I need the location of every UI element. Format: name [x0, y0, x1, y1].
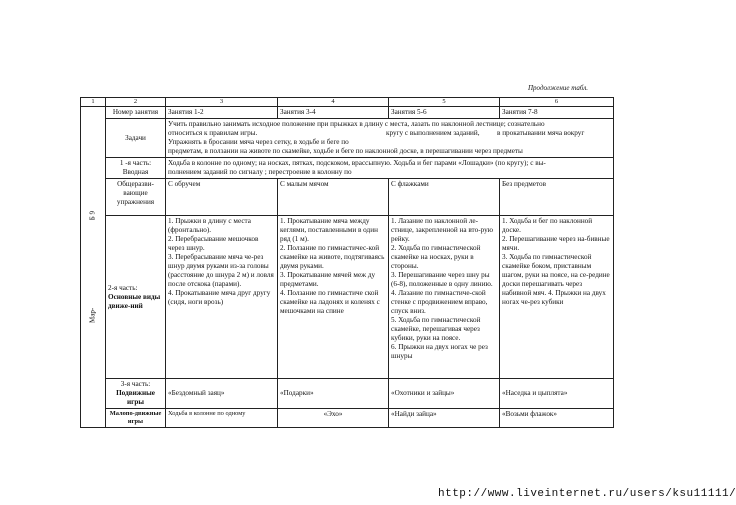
part1-row — [81, 158, 614, 179]
col-number: 3 — [166, 98, 278, 107]
general-exercises-label: Общеразви-вающие упражнения — [106, 179, 166, 216]
side-marks: Б 9 — [88, 211, 97, 221]
table-continuation-caption: Продолжение табл. — [528, 84, 589, 92]
col-number: 1 — [81, 98, 106, 107]
low-mobility-game: «Эхо» — [278, 409, 389, 428]
side-month-cell — [81, 107, 106, 428]
col-number: 5 — [389, 98, 500, 107]
main-movements-cell: 1. Прокатывание мяча между кеглями, поставленными в один ряд (1 м). 2. Ползание по гимнастичес-кой скамейке на животе, подтягиваясь двумя руками. 3. Прокатывание мячей меж ду предметами. 4. Ползание по гимнастиче ской скамейке на ладонях и коленях с мешочками на спине — [278, 216, 389, 379]
lesson-header: Занятия 5-6 — [389, 107, 500, 119]
general-exercise: С флажками — [389, 179, 500, 216]
tasks-text: Учить правильно занимать исходное положение при прыжках в длину с места, лазать по наклонной лестнице; сознательно относиться к правилам игры. кругу с выполнением заданий, в прокатывании мяча вокруг Упражнять в бросании мяча через сетку, в ходьбе и беге по предметам, в ползании на животе по скамейке, ходьбе и беге по наклонной доске, в перешагивании через предметы — [166, 119, 614, 158]
low-mobility-game: «Возьми флажок» — [500, 409, 614, 428]
main-movements-cell: 1. Лазание по наклонной ле-стнице, закрепленной на вто-рую рейку. 2. Ходьба по гимнастической скамейке на носках, руки в стороны. 3. Перешагивание через шну ры (6-8), положенные в одну линию. 4. Лазание по гимнастиче-ской стенке с продвижением вправо, спуск вниз. 5. Ходьба по гимнастической скамейке, перешагивая через кубики, руки на поясе. 6. Прыжки на двух ногах че рез шнуры — [389, 216, 500, 379]
outdoor-game: «Бездомный заяц» — [166, 379, 278, 409]
outdoor-game: «Наседка и цыплята» — [500, 379, 614, 409]
col-number: 4 — [278, 98, 389, 107]
lesson-header: Занятия 7-8 — [500, 107, 614, 119]
side-label: Мар- Б 9 — [88, 211, 97, 324]
outdoor-game: «Охотники и зайцы» — [389, 379, 500, 409]
lesson-plan-table — [80, 97, 614, 428]
low-mobility-label: Малопо-движные игры — [106, 409, 166, 428]
general-exercises-row — [81, 179, 614, 216]
part2-label: 2-я часть: Основные виды движе-ний — [106, 216, 166, 379]
lesson-header: Занятия 1-2 — [166, 107, 278, 119]
part1-text: Ходьба в колонне по одному; на носках, пятках, подскоком, врассыпную. Ходьба и бег парами «Лошадки» (по кругу); с вы- полнением заданий по сигналу ; перестроение в колонну по — [166, 158, 614, 179]
header-label: Номер занятия — [106, 107, 166, 119]
part1-label: 1 -я часть: Вводная — [106, 158, 166, 179]
outdoor-game: «Подарки» — [278, 379, 389, 409]
header-row — [81, 107, 614, 119]
col-number: 6 — [500, 98, 614, 107]
tasks-label: Задачи — [106, 119, 166, 158]
lesson-header: Занятия 3-4 — [278, 107, 389, 119]
general-exercise: С обручем — [166, 179, 278, 216]
low-mobility-game: Ходьба в колонне по одному — [166, 409, 278, 428]
watermark-url: http://www.liveinternet.ru/users/ksu11111/ — [438, 488, 736, 500]
col-number: 2 — [106, 98, 166, 107]
part3-row — [81, 379, 614, 409]
low-mobility-row — [81, 409, 614, 428]
general-exercise: С малым мячом — [278, 179, 389, 216]
main-movements-cell: 1. Прыжки в длину с места (фронтально). 2. Перебрасывание мешочков через шнур. 3. Перебрасывание мяча че-рез шнур двумя руками из-за головы (расстояние до шнура 2 м) и ловля после отскока (парами). 4. Прокатывание мяча друг другу (сидя, ноги врозь) — [166, 216, 278, 379]
main-movements-cell: 1. Ходьба и бег по наклонной доске. 2. Перешагивание через на-бивные мячи. 3. Ходьба по гимнастической скамейке боком, приставным шагом, руки на поясе, на се-редине доски перешагивать через набивной мяч. 4. Прыжки на двух ногах че-рез кубики — [500, 216, 614, 379]
general-exercise: Без предметов — [500, 179, 614, 216]
part2-row — [81, 216, 614, 379]
part3-label: 3-я часть: Подвижные игры — [106, 379, 166, 409]
tasks-row — [81, 119, 614, 158]
column-number-row — [81, 98, 614, 107]
low-mobility-game: «Найди зайца» — [389, 409, 500, 428]
